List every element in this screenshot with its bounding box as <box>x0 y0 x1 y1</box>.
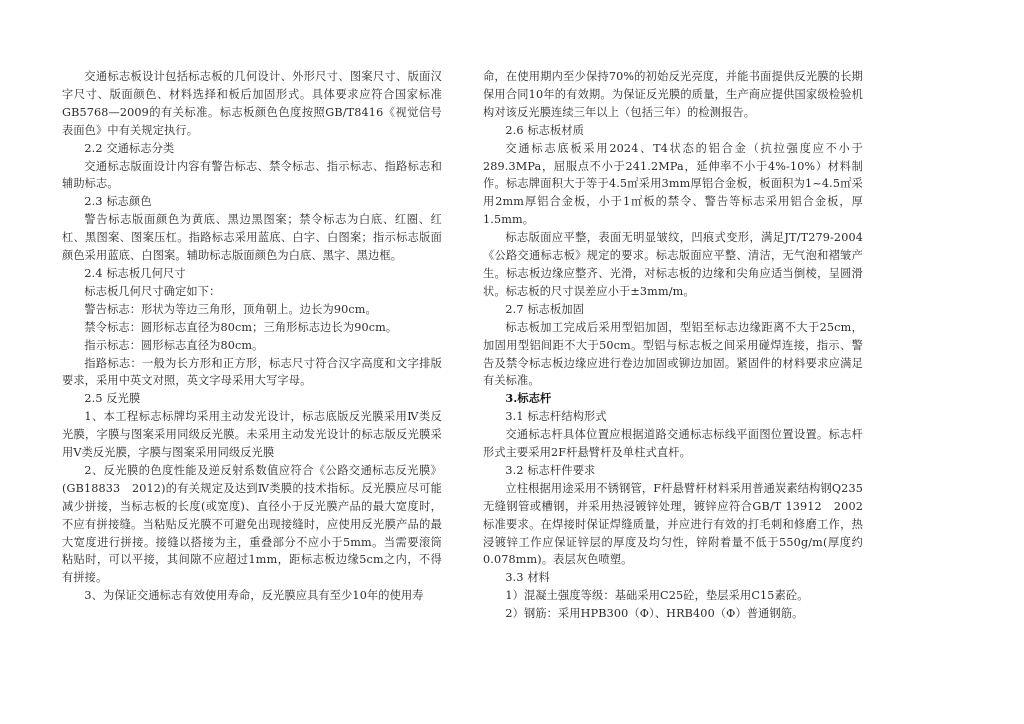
chapter-heading: 3.标志杆 <box>505 391 552 406</box>
paragraph: 交通标志版面设计内容有警告标志、禁令标志、指示标志、指路标志和辅助标志。 <box>62 159 442 191</box>
section-heading: 2.6 标志板材质 <box>505 123 585 137</box>
paragraph: 警告标志版面颜色为黄底、黑边黑图案；禁令标志为白底、红圈、红杠、黑图案、图案压杠。指路标志采用蓝底、白字、白图案；指示标志版面颜色采用蓝底、白图案。辅助标志版面颜色为白底、黑字、黑边框。 <box>62 213 442 263</box>
paragraph: 指示标志：圆形标志直径为80cm。 <box>84 338 264 352</box>
paragraph: 警告标志：形状为等边三角形，顶角朝上。边长为90cm。 <box>84 302 377 316</box>
paragraph: 2）钢筋：采用HPB300（Φ）、HRB400（Φ）普通钢筋。 <box>505 607 804 621</box>
section-heading: 2.3 标志颜色 <box>84 195 152 209</box>
section-heading: 2.4 标志板几何尺寸 <box>84 266 186 280</box>
paragraph: 交通标志底板采用2024、T4状态的铝合金（抗拉强度应不小于289.3MPa，屈服点不小于241.2MPa，延伸率不小于4%-10%）材料制作。标志牌面积大于等于4.5㎡采用3mm厚铝合金板，板面积为1~4.5㎡采用2mm厚铝合金板，小于1㎡板的禁令、警告等标志采用铝合金板，厚1.5mm。 <box>483 141 863 227</box>
paragraph: 3、为保证交通标志有效使用寿命，反光膜应具有至少10年的使用寿 <box>84 589 424 603</box>
paragraph-continued: 命，在使用期内至少保持70%的初始反光亮度，并能书面提供反光膜的长期保用合同10年的有效期。为保证反光膜的质量，生产商应提供国家级检验机构对该反光膜连续三年以上（包括三年）的检测报告。 <box>483 70 863 119</box>
paragraph: 标志版面应平整，表面无明显皱纹，凹痕式变形，满足JT/T279-2004《公路交通标志板》规定的要求。标志版面应平整、清洁，无气泡和褶皱产生。标志板边缘应整齐、光滑，对标志板的边缘和尖角应适当倒棱，呈圆滑状。标志板的尺寸误差应小于±3mm/m。 <box>483 231 863 298</box>
section-heading: 3.3 材料 <box>505 571 551 585</box>
paragraph: 立柱根据用途采用不锈钢管，F杆悬臂杆材料采用普通炭素结构钢Q235无缝钢管或槽钢，并采用热浸镀锌处理，镀锌应符合GB/T 13912 2002标准要求。在焊接时保证焊缝质量，并应进行有效的打毛刺和修磨工作，热浸镀锌工作应保证锌层的厚度及均匀性，锌附着量不低于550g/m(厚度约0.078mm)。表层灰色喷塑。 <box>483 481 863 567</box>
paragraph: 指路标志：一般为长方形和正方形，标志尺寸符合汉字高度和文字排版要求，采用中英文对照，英文字母采用大写字母。 <box>62 356 442 388</box>
paragraph: 2、反光膜的色度性能及逆反射系数值应符合《公路交通标志反光膜》(GB18833 2012)的有关规定及达到Ⅳ类膜的技术指标。反光膜应尽可能减少拼接，当标志板的长度(或宽度)、直径小于反光膜产品的最大宽度时，不应有拼接缝。当粘贴反光膜不可避免出现接缝时，应使用反光膜产品的最大宽度进行拼接。接缝以搭接为主，重叠部分不应小于5mm。当需要滚筒粘贴时，可以平接，其间隙不应超过1mm，距标志板边缘5cm之内，不得有拼接。 <box>62 463 442 585</box>
paragraph: 禁令标志：圆形标志直径为80cm；三角形标志边长为90cm。 <box>84 320 398 334</box>
paragraph: 标志板几何尺寸确定如下： <box>84 284 221 298</box>
section-heading: 3.2 标志杆件要求 <box>505 463 596 477</box>
paragraph: 交通标志板设计包括标志板的几何设计、外形尺寸、图案尺寸、版面汉字尺寸、版面颜色、材料选择和板后加固形式。具体要求应符合国家标准GB5768—2009的有关标准。标志板颜色色度按照GB/T8416《视觉信号表面色》中有关规定执行。 <box>62 70 442 137</box>
paragraph: 交通标志杆具体位置应根据道路交通标志标线平面图位置设置。标志杆形式主要采用2F杆悬臂杆及单柱式直杆。 <box>483 428 863 460</box>
paragraph: 1）混凝土强度等级：基础采用C25砼，垫层采用C15素砼。 <box>505 589 809 603</box>
section-heading: 3.1 标志杆结构形式 <box>505 410 607 424</box>
section-heading: 2.5 反光膜 <box>84 392 141 406</box>
right-column <box>483 68 863 623</box>
paragraph: 标志板加工完成后采用型铝加固，型铝至标志边缘距离不大于25cm，加固用型铝间距不大于50cm。型铝与标志板之间采用碰焊连接，指示、警告及禁令标志板边缘应进行卷边加固或铆边加固。紧固件的材料要求应满足有关标准。 <box>483 320 863 388</box>
paragraph: 1、本工程标志标牌均采用主动发光设计，标志底版反光膜采用Ⅳ类反光膜，字膜与图案采用同级反光膜。未采用主动发光设计的标志版反光膜采用Ⅴ类反光膜，字膜与图案采用同级反光膜 <box>62 410 442 460</box>
section-heading: 2.7 标志板加固 <box>505 302 585 316</box>
section-heading: 2.2 交通标志分类 <box>84 141 175 155</box>
left-column <box>62 68 442 605</box>
